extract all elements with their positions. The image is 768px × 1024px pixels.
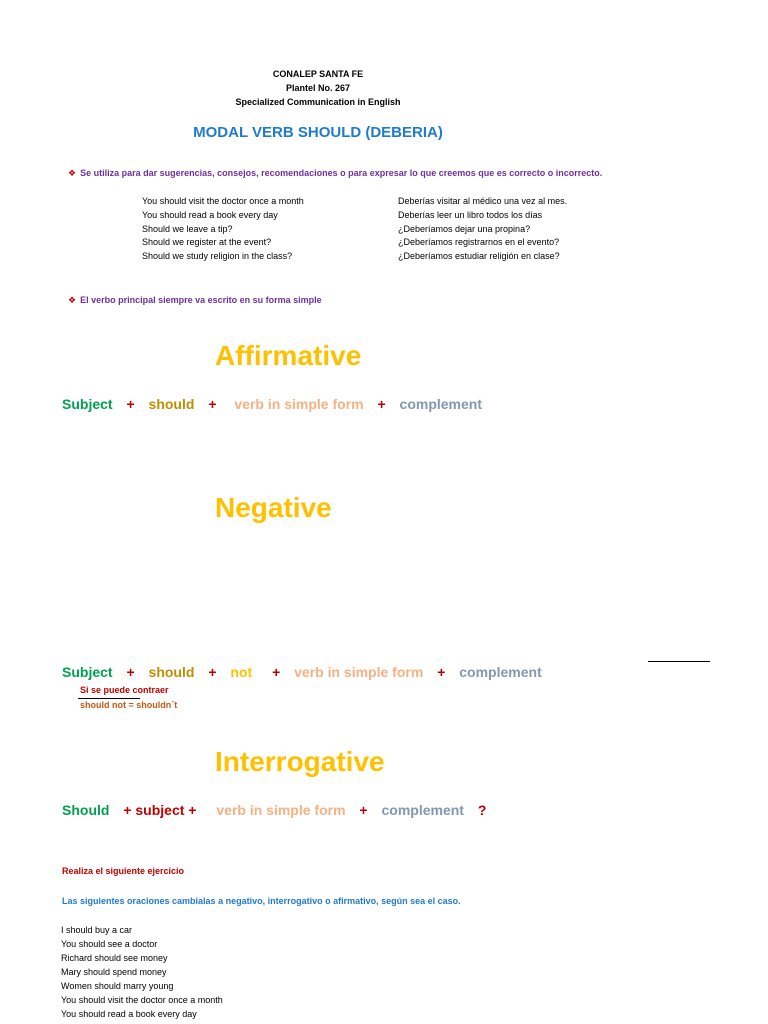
list-item: Women should marry young <box>61 981 174 991</box>
example-es: ¿Deberíamos registrarnos en el evento? <box>398 237 560 248</box>
formula-not: not <box>230 664 253 680</box>
example-en: Should we register at the event? <box>142 237 272 248</box>
example-es: ¿Deberíamos estudiar religión en clase? <box>398 251 560 262</box>
interrogative-formula <box>62 802 496 818</box>
list-item: You should read a book every day <box>61 1009 197 1019</box>
contraction-underline <box>78 698 140 699</box>
formula-subject: Subject <box>62 664 113 680</box>
simple-form-text: El verbo principal siempre va escrito en su forma simple <box>80 295 322 305</box>
formula-plus-subject: + subject + <box>123 802 197 818</box>
formula-plus: + <box>359 802 368 818</box>
spanish-examples <box>398 195 567 264</box>
formula-complement: complement <box>381 802 464 818</box>
campus-number: Plantel No. 267 <box>285 83 351 93</box>
formula-should: Should <box>62 802 110 818</box>
page-title: MODAL VERB SHOULD (DEBERIA) <box>193 124 443 141</box>
formula-plus: + <box>437 664 446 680</box>
list-item: I should buy a car <box>61 925 133 935</box>
affirmative-formula <box>62 396 492 412</box>
contraction-note: Si se puede contraer <box>80 685 169 695</box>
formula-plus: + <box>126 664 135 680</box>
formula-should: should <box>148 664 195 680</box>
horizontal-rule <box>648 661 710 662</box>
interrogative-heading: Interrogative <box>215 746 385 777</box>
formula-verb: verb in simple form <box>234 396 364 412</box>
formula-verb: verb in simple form <box>294 664 424 680</box>
formula-verb: verb in simple form <box>216 802 346 818</box>
formula-should: should <box>148 396 195 412</box>
formula-question-mark: ? <box>477 802 487 818</box>
formula-plus: + <box>208 664 217 680</box>
formula-complement: complement <box>399 396 482 412</box>
formula-plus: + <box>208 396 217 412</box>
formula-plus: + <box>126 396 135 412</box>
contraction-rule: should not = shouldn´t <box>80 700 178 710</box>
usage-bullet <box>68 168 602 179</box>
formula-plus: + <box>377 396 386 412</box>
example-en: Should we study religion in the class? <box>142 251 293 262</box>
formula-subject: Subject <box>62 396 113 412</box>
example-en: You should visit the doctor once a month <box>142 196 304 206</box>
usage-text: Se utiliza para dar sugerencias, consejos, recomendaciones o para expresar lo que creemos que es correcto o incorrecto. <box>80 168 603 178</box>
formula-complement: complement <box>459 664 542 680</box>
course-name: Specialized Communication in English <box>235 97 401 107</box>
negative-heading: Negative <box>215 492 332 523</box>
negative-formula <box>62 664 552 680</box>
diamond-bullet-icon: ❖ <box>68 295 77 305</box>
list-item: You should visit the doctor once a month <box>61 995 223 1005</box>
exercise-title: Realiza el siguiente ejercicio <box>62 866 185 876</box>
school-name: CONALEP SANTA FE <box>272 69 364 79</box>
example-en: You should read a book every day <box>142 209 278 220</box>
exercise-list <box>61 923 223 1021</box>
exercise-instruction: Las siguientes oraciones cambialas a negativo, interrogativo o afirmativo, según sea el caso. <box>62 896 461 906</box>
list-item: Mary should spend money <box>61 967 167 977</box>
example-en: Should we leave a tip? <box>142 223 233 234</box>
formula-plus: + <box>272 664 281 680</box>
example-es: ¿Deberíamos dejar una propina? <box>398 223 531 234</box>
simple-form-bullet <box>68 295 322 306</box>
english-examples <box>142 195 304 264</box>
list-item: You should see a doctor <box>61 939 158 949</box>
affirmative-heading: Affirmative <box>215 340 362 371</box>
diamond-bullet-icon: ❖ <box>68 168 77 178</box>
list-item: Richard should see money <box>61 953 168 963</box>
example-es: Deberías leer un libro todos los días <box>398 209 543 220</box>
example-es: Deberías visitar al médico una vez al mes. <box>398 196 568 206</box>
